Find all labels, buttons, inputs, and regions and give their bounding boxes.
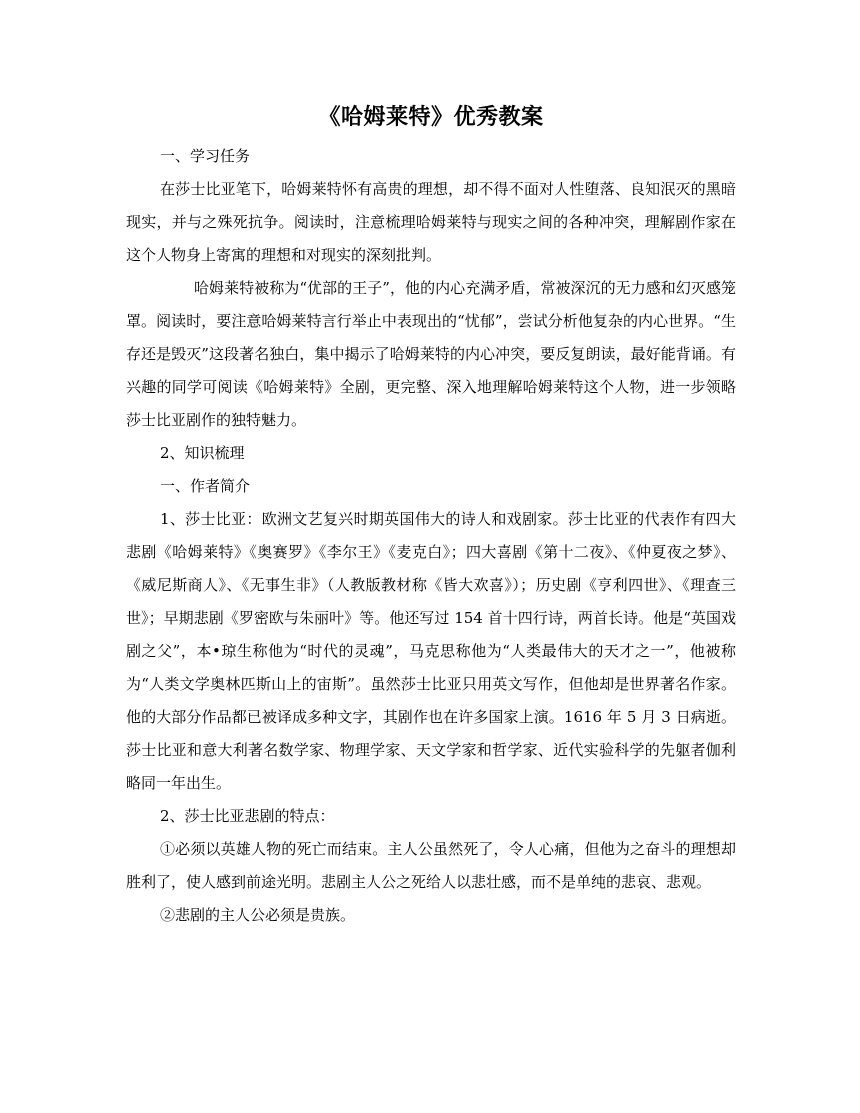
paragraph-author-intro: 1、莎士比亚：欧洲文艺复兴时期英国伟大的诗人和戏剧家。莎士比亚的代表作有四大悲剧《哈姆莱特》《奥赛罗》《李尔王》《麦克白》；四大喜剧《第十二夜》、《仲夏夜之梦》、《威尼斯商人》、《无事生非》（人教版教材称《皆大欢喜》）；历史剧《亨利四世》、《理查三世》；早期悲剧《罗密欧与朱丽叶》等。他还写过 154 首十四行诗，两首长诗。他是“英国戏剧之父”，本•琼生称他为“时代的灵魂”，马克思称他为“人类最伟大的天才之一”，他被称为“人类文学奥林匹斯山上的宙斯”。虽然莎士比亚只用英文写作，但他却是世界著名作家。他的大部分作品都已被译成多种文字，其剧作也在许多国家上演。1616 年 5 月 3 日病逝。莎士比亚和意大利著名数学家、物理学家、天文学家和哲学家、近代实验科学的先躯者伽利略同一年出生。 (126, 510, 736, 792)
document-title: 《哈姆莱特》优秀教案 (318, 105, 544, 130)
paragraph-learning-task-2: 哈姆莱特被称为“优部的王子”，他的内心充满矛盾，常被深沉的无力感和幻灭感笼罩。阅读时，要注意哈姆莱特言行举止中表现出的“忧郁”，尝试分析他复杂的内心世界。“生存还是毁灭”这段著名独白，集中揭示了哈姆莱特的内心冲突，要反复朗读，最好能背诵。有兴趣的同学可阅读《哈姆莱特》全剧，更完整、深入地理解哈姆莱特这个人物，进一步领略莎士比亚剧作的独特魅力。 (126, 279, 736, 429)
subsection-heading-author: 一、作者简介 (160, 477, 251, 495)
section-heading-knowledge: 2、知识梳理 (160, 444, 245, 462)
document-body (126, 100, 736, 932)
section-heading-learning-tasks: 一、学习任务 (160, 147, 251, 165)
paragraph-learning-task-1: 在莎士比亚笔下，哈姆莱特怀有高贵的理想，却不得不面对人性堕落、良知泯灭的黑暗现实，并与之殊死抗争。阅读时，注意梳理哈姆莱特与现实之间的各种冲突，理解剧作家在这个人物身上寄寓的理想和对现实的深刻批判。 (126, 180, 736, 264)
paragraph-tragedy-point-1: ①必须以英雄人物的死亡而结束。主人公虽然死了，令人心痛，但他为之奋斗的理想却胜利了，使人感到前途光明。悲剧主人公之死给人以悲壮感，而不是单纯的悲哀、悲观。 (126, 840, 736, 891)
heading-tragedy-features: 2、莎士比亚悲剧的特点： (160, 807, 335, 825)
paragraph-tragedy-point-2: ②悲剧的主人公必须是贵族。 (160, 906, 356, 924)
